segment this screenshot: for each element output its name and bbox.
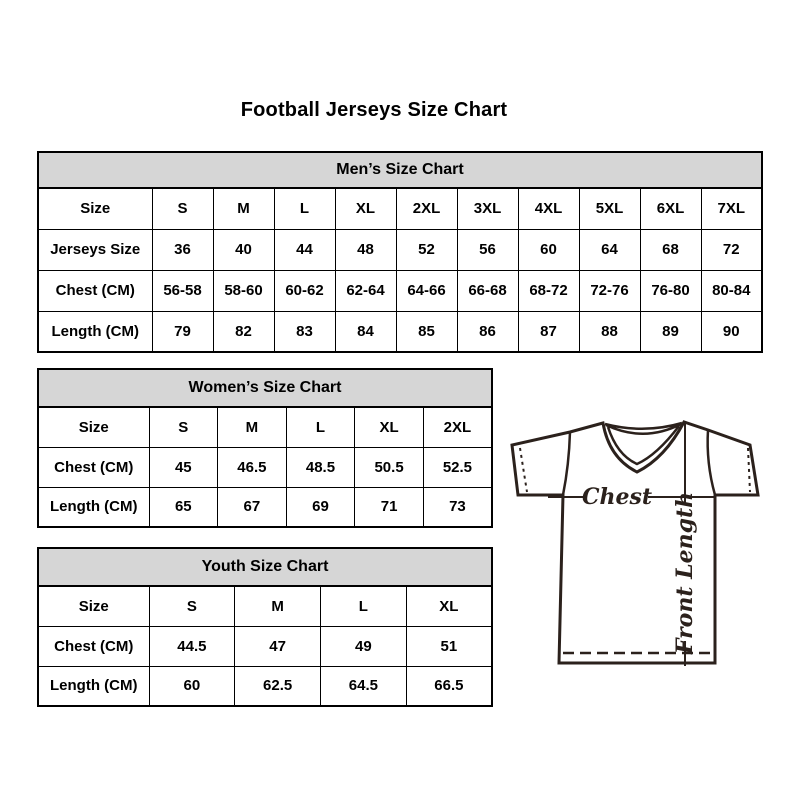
size-value-cell: 51 xyxy=(406,626,492,666)
row-label-cell: Size xyxy=(38,407,149,447)
size-value-cell: 7XL xyxy=(701,188,762,229)
row-label-cell: Length (CM) xyxy=(38,311,152,352)
size-value-cell: 40 xyxy=(213,229,274,270)
size-value-cell: 66-68 xyxy=(457,270,518,311)
right-cuff-stitch xyxy=(748,448,750,492)
table-section-header: Youth Size Chart xyxy=(38,548,492,586)
size-value-cell: XL xyxy=(335,188,396,229)
size-value-cell: 82 xyxy=(213,311,274,352)
size-value-cell: 4XL xyxy=(518,188,579,229)
jersey-measurement-diagram xyxy=(505,408,770,673)
size-value-cell: L xyxy=(286,407,355,447)
size-value-cell: 89 xyxy=(640,311,701,352)
table-row xyxy=(38,447,492,487)
size-value-cell: 47 xyxy=(235,626,321,666)
size-value-cell: 76-80 xyxy=(640,270,701,311)
table-row xyxy=(38,311,762,352)
table-row xyxy=(38,626,492,666)
size-value-cell: 88 xyxy=(579,311,640,352)
size-value-cell: 60 xyxy=(518,229,579,270)
size-value-cell: 58-60 xyxy=(213,270,274,311)
table-row xyxy=(38,666,492,706)
row-label-cell: Chest (CM) xyxy=(38,270,152,311)
size-value-cell: 6XL xyxy=(640,188,701,229)
jersey-outline xyxy=(512,422,758,663)
size-value-cell: 2XL xyxy=(396,188,457,229)
size-value-cell: S xyxy=(149,407,218,447)
size-value-cell: 64.5 xyxy=(321,666,407,706)
size-value-cell: 48.5 xyxy=(286,447,355,487)
size-value-cell: 67 xyxy=(218,487,287,527)
left-sleeve-seam xyxy=(563,432,570,495)
size-value-cell: 49 xyxy=(321,626,407,666)
size-value-cell: L xyxy=(274,188,335,229)
size-value-cell: 36 xyxy=(152,229,213,270)
left-cuff-stitch xyxy=(520,448,527,492)
size-value-cell: 56 xyxy=(457,229,518,270)
size-value-cell: 60 xyxy=(149,666,235,706)
row-label-cell: Length (CM) xyxy=(38,666,149,706)
size-value-cell: 66.5 xyxy=(406,666,492,706)
youth-size-table xyxy=(37,547,493,707)
womens-size-table xyxy=(37,368,493,528)
size-value-cell: 90 xyxy=(701,311,762,352)
row-label-cell: Size xyxy=(38,188,152,229)
size-value-cell: S xyxy=(152,188,213,229)
table-row xyxy=(38,487,492,527)
size-value-cell: 72-76 xyxy=(579,270,640,311)
size-value-cell: 5XL xyxy=(579,188,640,229)
size-value-cell: 65 xyxy=(149,487,218,527)
table-row xyxy=(38,270,762,311)
size-value-cell: 79 xyxy=(152,311,213,352)
right-sleeve-seam xyxy=(708,430,715,495)
row-label-cell: Chest (CM) xyxy=(38,447,149,487)
size-value-cell: 86 xyxy=(457,311,518,352)
table-section-header: Men’s Size Chart xyxy=(38,152,762,188)
size-value-cell: 56-58 xyxy=(152,270,213,311)
size-value-cell: 3XL xyxy=(457,188,518,229)
size-value-cell: 64 xyxy=(579,229,640,270)
size-value-cell: 48 xyxy=(335,229,396,270)
chest-label: Chest xyxy=(581,484,653,510)
row-label-cell: Length (CM) xyxy=(38,487,149,527)
table-row xyxy=(38,586,492,626)
size-value-cell: 62.5 xyxy=(235,666,321,706)
size-value-cell: M xyxy=(218,407,287,447)
size-value-cell: 44.5 xyxy=(149,626,235,666)
size-value-cell: 68 xyxy=(640,229,701,270)
size-value-cell: 73 xyxy=(423,487,492,527)
row-label-cell: Jerseys Size xyxy=(38,229,152,270)
size-value-cell: 71 xyxy=(355,487,424,527)
size-value-cell: 69 xyxy=(286,487,355,527)
size-value-cell: 87 xyxy=(518,311,579,352)
size-value-cell: 62-64 xyxy=(335,270,396,311)
size-value-cell: 44 xyxy=(274,229,335,270)
table-row xyxy=(38,188,762,229)
size-value-cell: 80-84 xyxy=(701,270,762,311)
size-value-cell: 85 xyxy=(396,311,457,352)
table-row xyxy=(38,407,492,447)
size-value-cell: 52.5 xyxy=(423,447,492,487)
size-value-cell: 52 xyxy=(396,229,457,270)
page-title: Football Jerseys Size Chart xyxy=(240,99,508,121)
size-value-cell: 64-66 xyxy=(396,270,457,311)
size-value-cell: 45 xyxy=(149,447,218,487)
size-value-cell: 46.5 xyxy=(218,447,287,487)
size-value-cell: 83 xyxy=(274,311,335,352)
size-value-cell: 72 xyxy=(701,229,762,270)
size-value-cell: 84 xyxy=(335,311,396,352)
size-value-cell: 50.5 xyxy=(355,447,424,487)
table-section-header: Women’s Size Chart xyxy=(38,369,492,407)
table-row xyxy=(38,229,762,270)
size-value-cell: M xyxy=(213,188,274,229)
size-value-cell: 60-62 xyxy=(274,270,335,311)
size-value-cell: M xyxy=(235,586,321,626)
front-length-label: Front Length xyxy=(672,491,698,655)
row-label-cell: Size xyxy=(38,586,149,626)
size-value-cell: L xyxy=(321,586,407,626)
row-label-cell: Chest (CM) xyxy=(38,626,149,666)
size-value-cell: XL xyxy=(406,586,492,626)
size-value-cell: 68-72 xyxy=(518,270,579,311)
size-value-cell: XL xyxy=(355,407,424,447)
size-value-cell: S xyxy=(149,586,235,626)
mens-size-table xyxy=(37,151,763,353)
size-value-cell: 2XL xyxy=(423,407,492,447)
